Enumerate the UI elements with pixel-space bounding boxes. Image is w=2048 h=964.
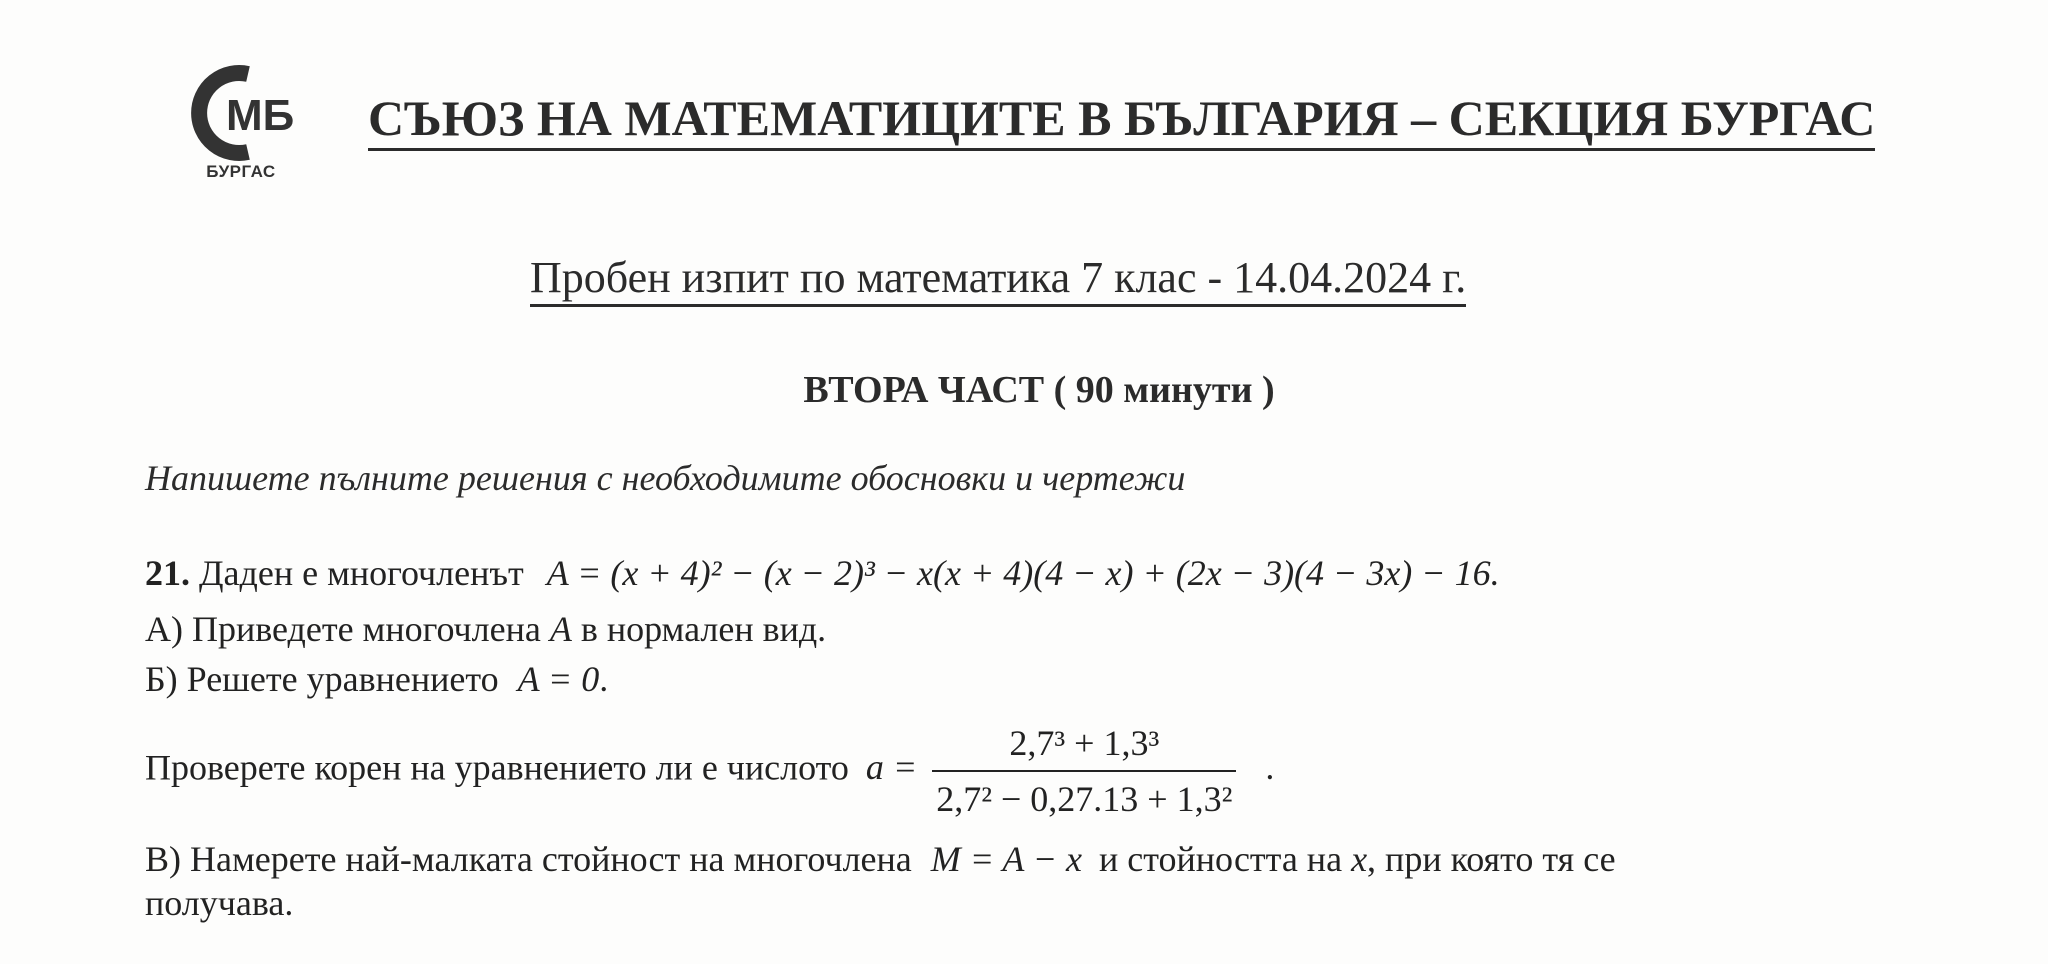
part-b: [145, 658, 608, 700]
part-c: [145, 838, 1616, 880]
check-root: [145, 722, 1274, 820]
part-a-suffix: в нормален вид.: [580, 609, 827, 649]
part-c-end: , при която тя се: [1367, 839, 1616, 879]
part-a: [145, 608, 826, 650]
fraction-denominator: 2,7² − 0,27.13 + 1,3²: [932, 770, 1236, 820]
problem-number: 21.: [145, 553, 190, 593]
logo-letters: МБ: [226, 91, 295, 140]
part-c-variable: x: [1351, 839, 1368, 879]
part-title: ВТОРА ЧАСТ ( 90 минути ): [803, 369, 1275, 411]
part-c-mid: и стойността на: [1099, 839, 1343, 879]
organization-title: СЪЮЗ НА МАТЕМАТИЦИТЕ В БЪЛГАРИЯ – СЕКЦИЯ БУРГАС: [368, 88, 1875, 151]
exam-title: Пробен изпит по математика 7 клас - 14.04.2024 г.: [530, 252, 1466, 307]
instruction-text: Напишете пълните решения с необходимите обосновки и чертежи: [145, 458, 1186, 498]
organization-logo: [186, 60, 306, 186]
part-c-equation: M = A − x: [930, 839, 1083, 879]
part-b-equation: A = 0: [517, 659, 600, 699]
fraction-numerator: 2,7³ + 1,3³: [1009, 723, 1160, 763]
part-b-period: .: [599, 659, 609, 699]
value-fraction: [932, 722, 1236, 820]
part-c-continuation: получава.: [145, 883, 294, 923]
part-a-variable: A: [549, 609, 572, 649]
check-period: .: [1265, 747, 1275, 788]
check-text: Проверете корен на уравнението ли е числото: [145, 747, 849, 788]
part-a-prefix: А) Приведете многочлена: [145, 609, 541, 649]
part-c-text: В) Намерете най-малката стойност на многочлена: [145, 839, 912, 879]
problem-intro: Даден е многочленът: [199, 553, 524, 593]
smb-logo-icon: [186, 60, 306, 164]
part-b-text: Б) Решете уравнението: [145, 659, 499, 699]
check-variable: a =: [865, 747, 918, 788]
problem-statement: [145, 552, 1500, 594]
polynomial-expression: A = (x + 4)² − (x − 2)³ − x(x + 4)(4 − x) + (2x − 3)(4 − 3x) − 16.: [546, 553, 1500, 593]
logo-caption: БУРГАС: [206, 162, 276, 181]
